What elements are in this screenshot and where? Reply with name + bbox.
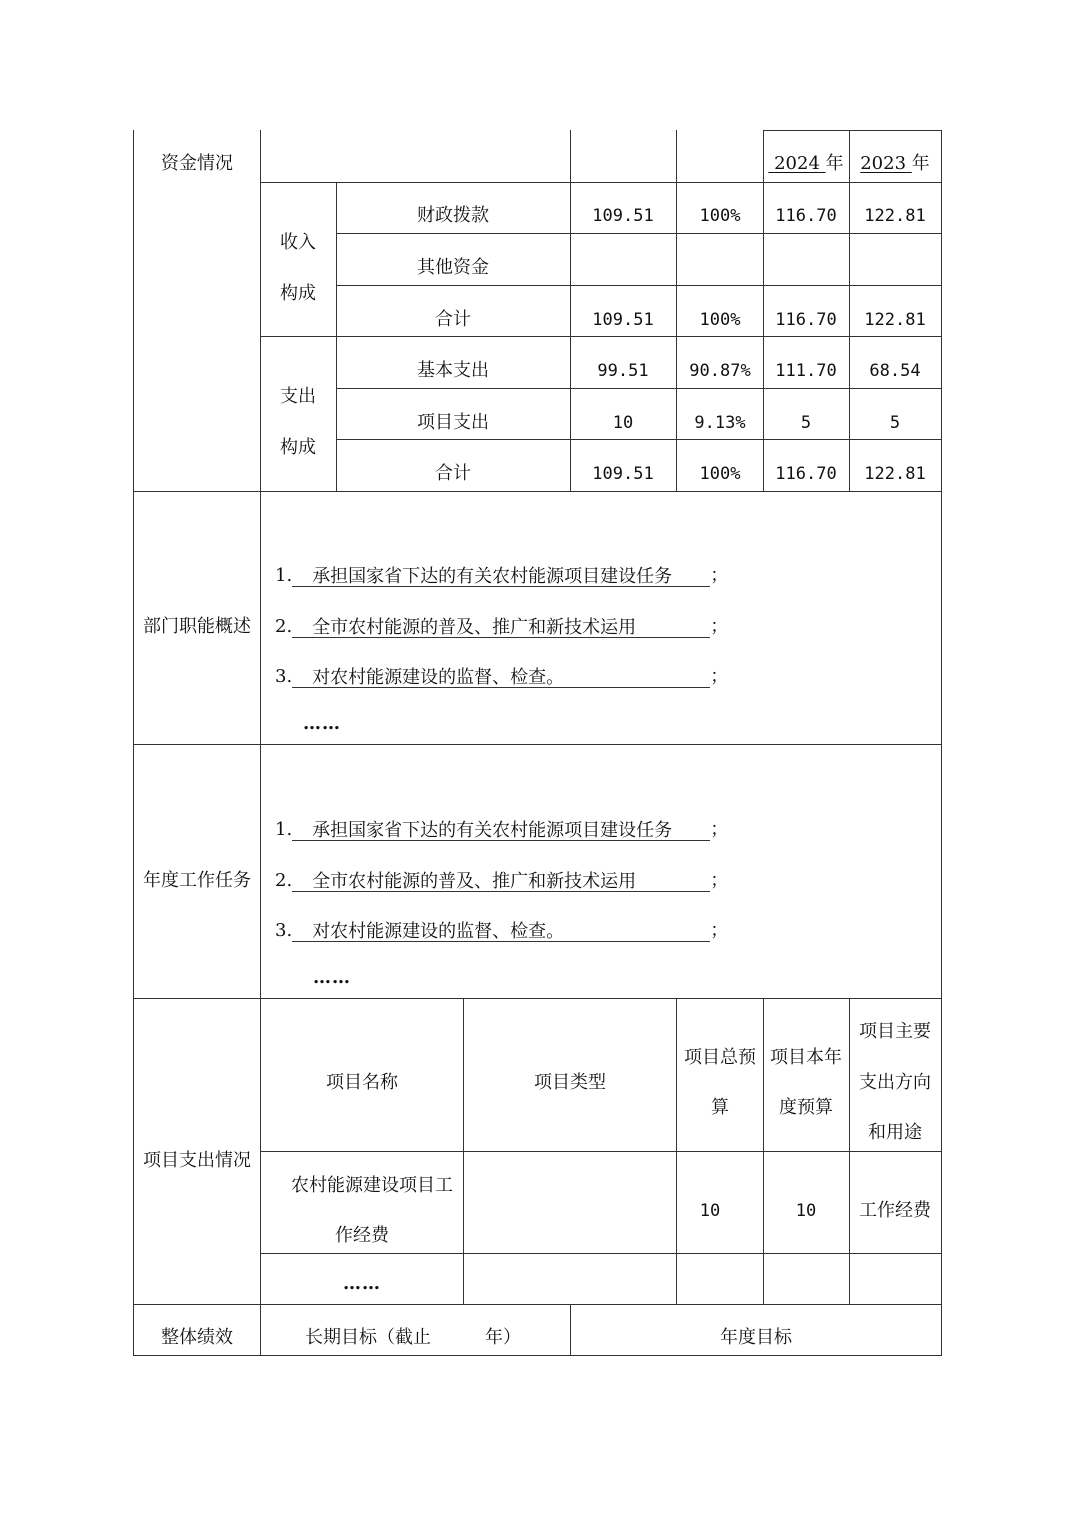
duties-label: 部门职能概述 [143,616,251,637]
task-item-1: 1. 承担国家省下达的有关农村能源项目建设任务 ； [275,819,729,841]
task-item-text: 对农村能源建设的监督、检查。 [312,921,565,942]
duty-item-1: 1. 承担国家省下达的有关农村能源项目建设任务 ； [275,565,729,587]
task-item-3: 3. 对农村能源建设的监督、检查。 ； [275,920,729,942]
annual-goal-label: 年度目标 [720,1327,792,1348]
row-name: 其他资金 [417,257,489,278]
header-project-name: 项目名称 [326,1072,398,1093]
row-2024: 5 [800,413,812,433]
project-total: 10 [699,1201,721,1221]
year-2023-header [860,153,930,175]
project-annual: 10 [795,1201,817,1221]
row-amount: 10 [612,413,634,433]
task-item-text: 全市农村能源的普及、推广和新技术运用 [312,871,637,892]
year-suffix: 年 [825,153,844,174]
row-2024: 116.70 [775,464,837,484]
tasks-ellipsis: …… [313,967,351,988]
row-amount: 109.51 [592,310,654,330]
row-amount: 99.51 [597,361,649,381]
row-ratio: 90.87% [689,361,751,381]
row-ratio: 9.13% [694,413,746,433]
duty-item-3: 3. 对农村能源建设的监督、检查。 ； [275,666,729,688]
task-item-text: 承担国家省下达的有关农村能源项目建设任务 [312,820,673,841]
row-ratio: 100% [699,310,741,330]
row-2023: 68.54 [869,361,921,381]
row-name: 项目支出 [417,412,489,433]
duties-ellipsis: …… [303,713,341,734]
income-group-label-2: 构成 [280,283,316,304]
duty-item-text: 承担国家省下达的有关农村能源项目建设任务 [312,566,673,587]
year-2023-value: 2023 [860,153,907,174]
row-ratio: 100% [699,464,741,484]
tasks-label: 年度工作任务 [143,870,251,891]
performance-label: 整体绩效 [161,1327,233,1348]
income-group-label-1: 收入 [280,232,316,253]
expense-group-label-2: 构成 [280,437,316,458]
year-suffix: 年 [911,153,930,174]
row-amount: 109.51 [592,206,654,226]
year-2024-header [768,153,843,175]
header-project-type: 项目类型 [534,1072,606,1093]
expense-group-label-1: 支出 [280,386,316,407]
row-2023: 122.81 [864,206,926,226]
row-ratio: 100% [699,206,741,226]
duty-item-text: 对农村能源建设的监督、检查。 [312,667,565,688]
duty-item-text: 全市农村能源的普及、推广和新技术运用 [312,617,637,638]
year-2024-value: 2024 [774,153,820,174]
project-usage: 工作经费 [859,1200,931,1221]
row-2023: 122.81 [864,310,926,330]
task-item-2: 2. 全市农村能源的普及、推广和新技术运用 ； [275,870,729,892]
project-name-line-1: 农村能源建设项目工 [291,1175,453,1196]
row-2024: 111.70 [775,361,837,381]
row-2024: 116.70 [775,206,837,226]
projects-ellipsis: …… [343,1273,381,1294]
funding-label: 资金情况 [161,153,233,174]
row-name: 基本支出 [417,360,489,381]
row-name: 财政拨款 [417,205,489,226]
project-name-line-2: 作经费 [335,1225,389,1246]
row-2023: 122.81 [864,464,926,484]
row-amount: 109.51 [592,464,654,484]
row-2023: 5 [889,413,901,433]
projects-label: 项目支出情况 [143,1150,251,1171]
row-name: 合计 [435,309,471,330]
duty-item-2: 2. 全市农村能源的普及、推广和新技术运用 ； [275,616,729,638]
long-term-goal-label: 长期目标（截止 年） [305,1327,521,1348]
row-name: 合计 [435,463,471,484]
row-2024: 116.70 [775,310,837,330]
